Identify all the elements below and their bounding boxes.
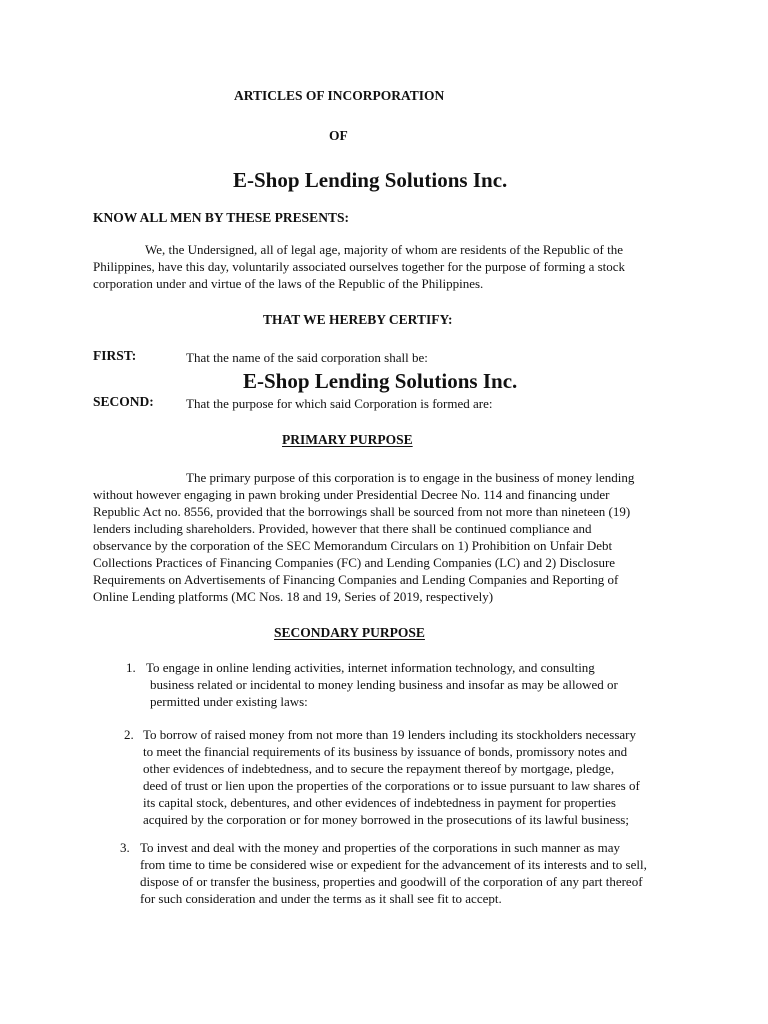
item-line: deed of trust or lien upon the properties of the corporations or to issue pursuant to law shares of: [143, 778, 640, 793]
first-company-name: E-Shop Lending Solutions Inc.: [243, 369, 518, 393]
primary-purpose-heading: PRIMARY PURPOSE: [282, 432, 413, 447]
primary-line: observance by the corporation of the SEC Memorandum Circulars on 1) Prohibition on Unfair Debt: [93, 538, 613, 553]
primary-line: Republic Act no. 8556, provided that the borrowings shall be sourced from not more than nineteen (19): [93, 504, 631, 519]
primary-line: Collections Practices of Financing Companies (FC) and Lending Companies (LC) and 2) Disclosure: [93, 555, 616, 570]
item-line: permitted under existing laws:: [150, 694, 308, 709]
second-text: That the purpose for which said Corporation is formed are:: [186, 396, 493, 411]
company-title: E-Shop Lending Solutions Inc.: [233, 168, 508, 192]
primary-line: without however engaging in pawn broking under Presidential Decree No. 114 and financing under: [93, 487, 610, 502]
item-line: To borrow of raised money from not more than 19 lenders including its stockholders necessary: [143, 727, 636, 742]
certify-heading: THAT WE HEREBY CERTIFY:: [263, 312, 453, 327]
second-label: SECOND:: [93, 394, 154, 409]
primary-line: Online Lending platforms (MC Nos. 18 and 19, Series of 2019, respectively): [93, 589, 494, 604]
item-line: To invest and deal with the money and properties of the corporations in such manner as may: [140, 840, 620, 855]
item-line: its capital stock, debentures, and other evidences of indebtedness in payment for properties: [143, 795, 616, 810]
item-line: acquired by the corporation or for money borrowed in the prosecutions of its lawful business;: [143, 812, 629, 827]
first-text: That the name of the said corporation shall be:: [186, 350, 428, 365]
know-all-heading: KNOW ALL MEN BY THESE PRESENTS:: [93, 210, 349, 225]
intro-line: corporation under and virtue of the laws of the Republic of the Philippines.: [93, 276, 484, 291]
item-number: 3.: [120, 840, 130, 855]
intro-line: Philippines, have this day, voluntarily associated ourselves together for the purpose of forming a stock: [93, 259, 626, 274]
item-line: for such consideration and under the terms as it shall see fit to accept.: [140, 891, 502, 906]
primary-line: The primary purpose of this corporation is to engage in the business of money lending: [186, 470, 635, 485]
document-heading: ARTICLES OF INCORPORATION: [234, 88, 445, 103]
first-label: FIRST:: [93, 348, 137, 363]
item-line: other evidences of indebtedness, and to secure the repayment thereof by mortgage, pledge,: [143, 761, 615, 776]
primary-line: Requirements on Advertisements of Financing Companies and Lending Companies and Reporting of: [93, 572, 619, 587]
item-line: business related or incidental to money lending business and insofar as may be allowed or: [150, 677, 618, 692]
item-line: from time to time be considered wise or expedient for the advancement of its interests and to sell,: [140, 857, 647, 872]
document-heading-of: OF: [329, 128, 348, 143]
primary-line: lenders including shareholders. Provided, however that there shall be continued compliance and: [93, 521, 592, 536]
secondary-purpose-heading: SECONDARY PURPOSE: [274, 625, 425, 640]
item-line: dispose of or transfer the business, properties and goodwill of the corporation of any part thereof: [140, 874, 643, 889]
intro-line: We, the Undersigned, all of legal age, majority of whom are residents of the Republic of the: [145, 242, 623, 257]
item-line: to meet the financial requirements of its business by issuance of bonds, promissory notes and: [143, 744, 628, 759]
item-line: To engage in online lending activities, internet information technology, and consulting: [146, 660, 595, 675]
item-number: 1.: [126, 660, 136, 675]
item-number: 2.: [124, 727, 134, 742]
